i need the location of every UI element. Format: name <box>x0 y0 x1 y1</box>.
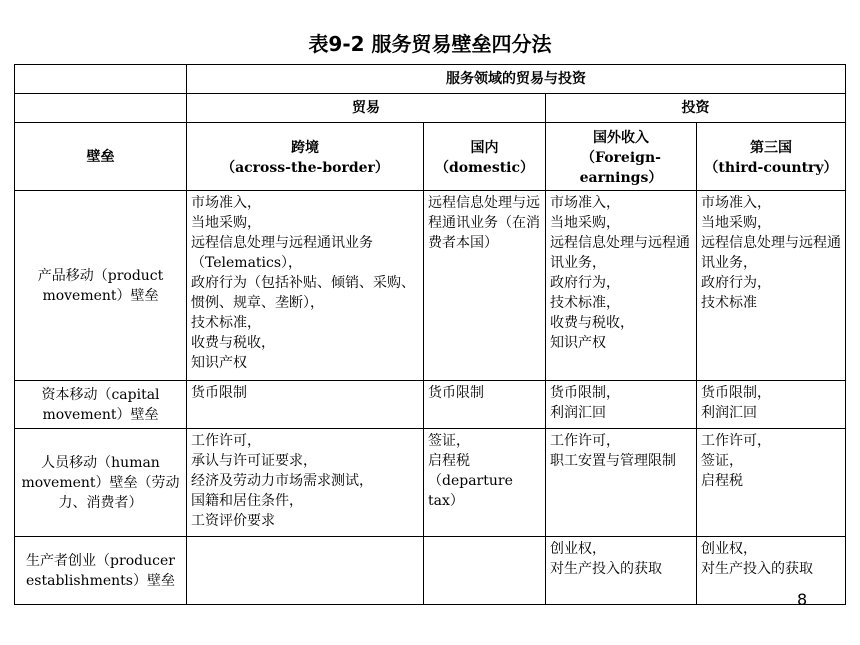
table-cell: 远程信息处理与远程通讯业务（在消费者本国） <box>424 191 546 381</box>
table-cell: 签证， 启程税（departure tax） <box>424 429 546 537</box>
table-cell <box>424 537 546 605</box>
table-cell: 创业权， 对生产投入的获取 <box>697 537 846 605</box>
header-cross-border: 跨境 （across-the-border） <box>187 123 424 191</box>
header-empty-cell <box>15 65 187 94</box>
header-row-domain <box>15 65 846 94</box>
row-label: 生产者创业（producer establishments）壁垒 <box>15 537 187 605</box>
header-third-country: 第三国 （third-country） <box>697 123 846 191</box>
row-label: 资本移动（capital movement）壁垒 <box>15 381 187 429</box>
table-row <box>15 429 846 537</box>
table-cell: 工作许可， 职工安置与管理限制 <box>546 429 697 537</box>
header-barrier: 壁垒 <box>15 123 187 191</box>
header-row-category <box>15 94 846 123</box>
row-label: 产品移动（product movement）壁垒 <box>15 191 187 381</box>
table-row <box>15 537 846 605</box>
table-cell <box>187 537 424 605</box>
barrier-table <box>14 64 846 605</box>
table-cell: 市场准入， 当地采购， 远程信息处理与远程通讯业务， 政府行为， 技术标准， 收费与税收， 知识产权 <box>546 191 697 381</box>
table-cell: 货币限制 <box>187 381 424 429</box>
header-domestic: 国内 （domestic） <box>424 123 546 191</box>
header-domain: 服务领域的贸易与投资 <box>187 65 846 94</box>
table-cell: 工作许可， 承认与许可证要求， 经济及劳动力市场需求测试， 国籍和居住条件， 工资评价要求 <box>187 429 424 537</box>
table-cell: 创业权， 对生产投入的获取 <box>546 537 697 605</box>
header-foreign-earnings: 国外收入 （Foreign- earnings） <box>546 123 697 191</box>
page-title: 表9-2 服务贸易壁垒四分法 <box>308 32 552 56</box>
table-cell: 市场准入， 当地采购， 远程信息处理与远程通讯业务， 政府行为， 技术标准 <box>697 191 846 381</box>
table-cell: 货币限制， 利润汇回 <box>697 381 846 429</box>
header-trade: 贸易 <box>187 94 546 123</box>
table-row <box>15 381 846 429</box>
table-cell: 货币限制， 利润汇回 <box>546 381 697 429</box>
page-number: 8 <box>797 590 808 609</box>
table-cell: 市场准入， 当地采购， 远程信息处理与远程通讯业务（Telematics）， 政府行为（包括补贴、倾销、采购、惯例、规章、垄断）， 技术标准， 收费与税收， 知识产权 <box>187 191 424 381</box>
table-cell: 工作许可， 签证， 启程税 <box>697 429 846 537</box>
header-empty-cell <box>15 94 187 123</box>
table-cell: 货币限制 <box>424 381 546 429</box>
table-row <box>15 191 846 381</box>
header-investment: 投资 <box>546 94 846 123</box>
row-label: 人员移动（human movement）壁垒（劳动力、消费者） <box>15 429 187 537</box>
header-row-sub <box>15 123 846 191</box>
